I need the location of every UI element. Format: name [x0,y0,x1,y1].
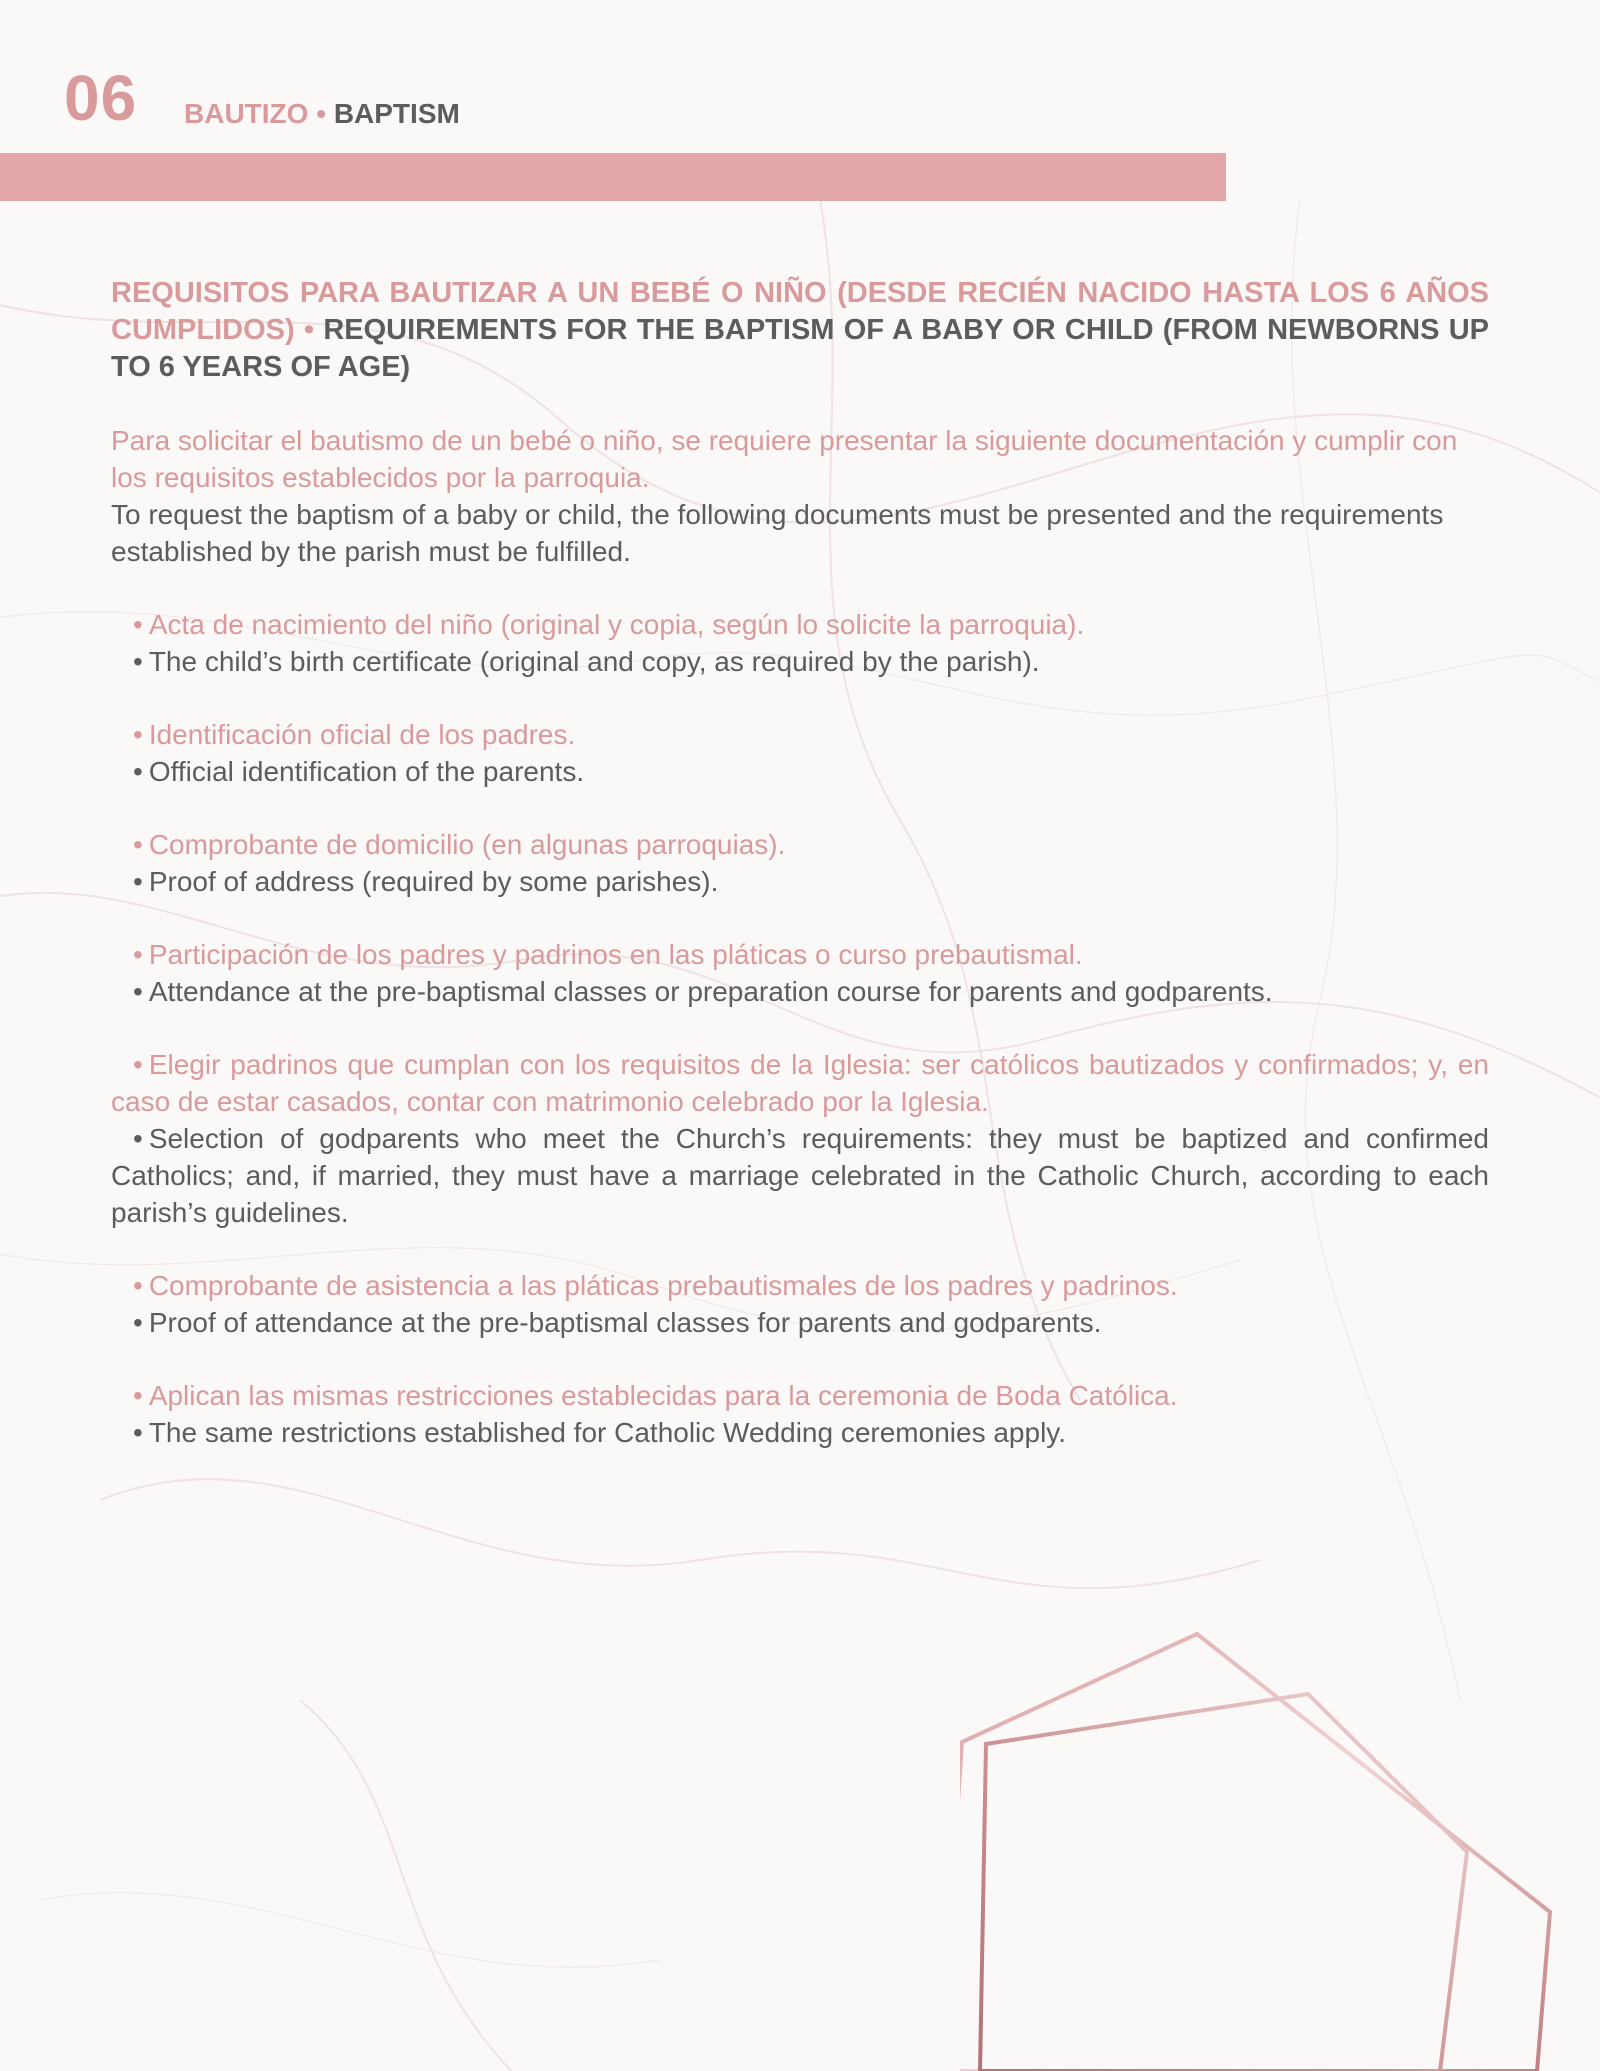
requirement-es [111,1267,1489,1304]
requirement-en [111,753,1489,790]
heading-separator: • [294,314,324,346]
bullet-icon: • [133,976,143,1007]
requirement-en [111,1120,1489,1231]
bullet-icon: • [133,1270,143,1301]
requirement-en [111,973,1489,1010]
bullet-icon: • [133,719,143,750]
requirement-en-text: Proof of attendance at the pre-baptismal classes for parents and godparents. [148,1307,1102,1338]
page-number: 06 [64,62,138,134]
requirement-es [111,826,1489,863]
requirements-list [111,606,1489,1451]
intro-paragraph [111,422,1489,570]
requirement-es-text: Acta de nacimiento del niño (original y copia, según lo solicite la parroquia). [148,609,1085,640]
bullet-icon: • [133,1123,143,1154]
bullet-icon: • [133,1049,143,1080]
requirement-es [111,1046,1489,1120]
section-title-es: BAUTIZO [184,98,309,129]
bullet-icon: • [133,1417,143,1448]
list-item [111,716,1489,790]
bullet-icon: • [133,756,143,787]
bullet-icon: • [133,1307,143,1338]
list-item [111,936,1489,1010]
requirement-es-text: Elegir padrinos que cumplan con los requisitos de la Iglesia: ser católicos bautizados y confirmados; y, en caso de estar casados, contar con matrimonio celebrado por la Iglesia. [111,1049,1489,1117]
requirement-en-text: The child’s birth certificate (original and copy, as required by the parish). [148,646,1040,677]
requirement-en-text: The same restrictions established for Catholic Wedding ceremonies apply. [148,1417,1066,1448]
requirement-es [111,716,1489,753]
requirement-en [111,863,1489,900]
bullet-icon: • [133,829,143,860]
geometric-frame-icon [960,1620,1580,2071]
requirement-es-text: Aplican las mismas restricciones establecidas para la ceremonia de Boda Católica. [148,1380,1178,1411]
bullet-icon: • [133,866,143,897]
bullet-icon: • [133,939,143,970]
bullet-icon: • [133,646,143,677]
requirement-es-text: Comprobante de domicilio (en algunas parroquias). [148,829,786,860]
intro-en: To request the baptism of a baby or child, the following documents must be presented and the requirements established by the parish must be fulfilled. [111,499,1444,567]
header-bar [0,153,1226,201]
section-title-en: BAPTISM [333,98,460,129]
requirement-en-text: Selection of godparents who meet the Church’s requirements: they must be baptized and confirmed Catholics; and, if married, they must have a marriage celebrated in the Catholic Church, according to each parish’s guidelines. [111,1123,1489,1228]
section-title [184,100,460,128]
requirement-en [111,1304,1489,1341]
requirement-en-text: Attendance at the pre-baptismal classes or preparation course for parents and godparents. [148,976,1273,1007]
requirement-es-text: Comprobante de asistencia a las pláticas prebautismales de los padres y padrinos. [148,1270,1178,1301]
list-item [111,606,1489,680]
bullet-icon: • [133,609,143,640]
requirement-en [111,643,1489,680]
requirements-heading [111,275,1489,386]
list-item [111,1377,1489,1451]
bullet-icon: • [133,1380,143,1411]
requirement-es [111,936,1489,973]
requirement-en [111,1414,1489,1451]
requirement-en-text: Official identification of the parents. [148,756,585,787]
heading-es: REQUISITOS PARA BAUTIZAR A UN BEBÉ O NIÑO (DESDE RECIÉN NACIDO HASTA LOS 6 AÑOS CUMPLIDOS) [111,277,1489,346]
requirement-es-text: Identificación oficial de los padres. [148,719,576,750]
requirement-es-text: Participación de los padres y padrinos en las pláticas o curso prebautismal. [148,939,1083,970]
list-item [111,826,1489,900]
intro-es: Para solicitar el bautismo de un bebé o niño, se requiere presentar la siguiente documentación y cumplir con los requisitos establecidos por la parroquia. [111,425,1458,493]
section-title-separator: • [308,98,334,129]
list-item [111,1046,1489,1231]
requirement-en-text: Proof of address (required by some parishes). [148,866,719,897]
requirement-es [111,606,1489,643]
requirement-es [111,1377,1489,1414]
list-item [111,1267,1489,1341]
heading-en: REQUIREMENTS FOR THE BAPTISM OF A BABY OR CHILD (FROM NEWBORNS UP TO 6 YEARS OF AGE) [111,314,1489,383]
main-content [111,275,1489,1487]
